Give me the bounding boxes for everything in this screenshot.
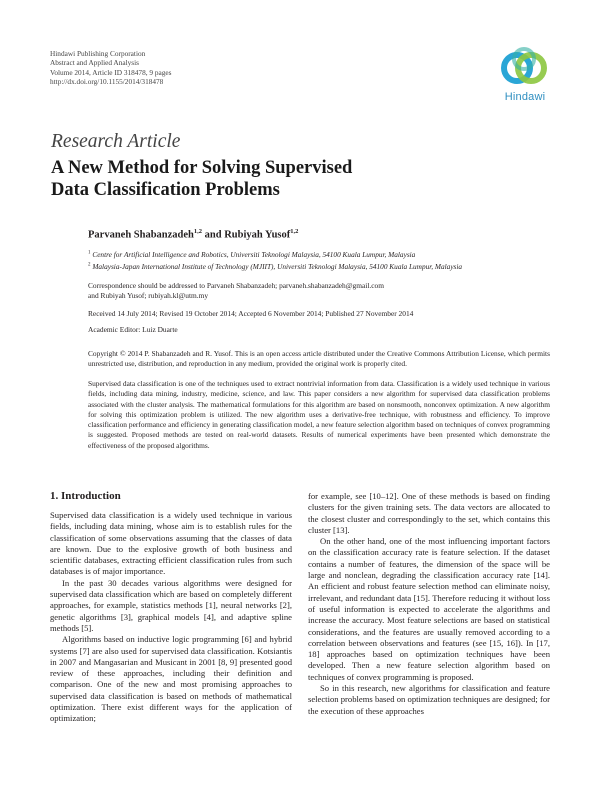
- article-title: [51, 157, 481, 201]
- journal-name: Abstract and Applied Analysis: [50, 58, 139, 68]
- section-heading: 1. Introduction: [50, 490, 121, 502]
- paragraph: Supervised data classification is a widely used technique in various fields, including data mining, whose aim is to establish rules for the classification of some observations assuming that the classes of data are known. Due to the explosive growth of both business and scientific databases, extracting efficient classification rules from such databases is of major importance.: [50, 510, 292, 577]
- affiliation-2-text: Malaysia-Japan International Institute of Technology (MJIIT), Universiti Teknologi Malaysia, 54100 Kuala Lumpur, Malaysia: [92, 262, 463, 271]
- paragraph: In the past 30 decades various algorithms were designed for supervised data classification which are based on completely different approaches, for example, statistics methods [1], neural networks [2], genetic algorithms [3], graphical models [4], and adaptive spline methods [5].: [50, 577, 292, 633]
- paragraph: for example, see [10–12]. One of these methods is based on finding clusters for the given training sets. The data vectors are allocated to the closest cluster and correspondingly to the set, which contains this cluster [13].: [308, 491, 550, 535]
- author-1-affil: 1,2: [193, 228, 203, 235]
- doi-link[interactable]: http://dx.doi.org/10.1155/2014/318478: [50, 76, 164, 86]
- title-line-2: Data Classification Problems: [51, 180, 280, 200]
- volume-info: Volume 2014, Article ID 318478, 9 pages: [50, 67, 172, 77]
- correspondence-line-1: Correspondence should be addressed to Parvaneh Shabanzadeh; parvaneh.shabanzadeh@gmail.com: [88, 281, 384, 290]
- abstract: Supervised data classification is one of the techniques used to extract nontrivial information from data. Classification is a widely used technique in various fields, including data mining, industry, medicine, science, and law. This paper considers a new algorithm for supervised data classification problems associated with the cluster analysis. The mathematical formulations for this algorithm are based on nonsmooth, nonconvex optimization. A new algorithm for solving this optimization problem is utilized. The new algorithm uses a derivative-free technique, with robustness and efficiency. To improve classification performance and efficiency in generating classification model, a new feature selection algorithm based on techniques of convex programming is suggested. Proposed methods are tested on real-world datasets. Results of numerical experiments have been presented which demonstrate the effectiveness of the proposed algorithms.: [88, 379, 550, 450]
- affiliation-1-text: Centre for Artificial Intelligence and Robotics, Universiti Teknologi Malaysia, 54100 Kuala Lumpur, Malaysia: [92, 250, 416, 259]
- copyright-notice: Copyright © 2014 P. Shabanzadeh and R. Yusof. This is an open access article distributed under the Creative Commons Attribution License, which permits unrestricted use, distribution, and reproduction in any medium, provided the original work is properly cited.: [88, 349, 550, 369]
- journal-meta: [50, 49, 171, 86]
- affiliation-1-sup: 1: [88, 250, 91, 256]
- hindawi-logo-icon: [497, 46, 553, 92]
- author-list: [88, 228, 298, 241]
- publication-dates: Received 14 July 2014; Revised 19 October 2014; Accepted 6 November 2014; Published 27 November 2014: [88, 309, 414, 318]
- title-line-1: A New Method for Solving Supervised: [51, 158, 353, 178]
- affiliation-2-sup: 2: [88, 262, 91, 268]
- academic-editor: Academic Editor: Luiz Duarte: [88, 325, 178, 334]
- paragraph: On the other hand, one of the most influencing important factors on the classification accuracy rate is feature selection. If the dataset contains a number of features, the dimension of the space will be large and nonclean, degrading the classification accuracy rate [14]. An efficient and robust feature selection method can eliminate noisy, irrelevant, and redundant data [15]. Therefore reducing it without loss of useful information is expected to accelerate the algorithms and increase the accuracy. Most feature selections are based on statistical considerations, and the features are usually removed according to a correlation between observations and features (see [15, 16]). In [17, 18] approaches based on optimization techniques have been developed. Then a new feature selection algorithm based on techniques of convex programming is proposed.: [308, 536, 550, 682]
- publisher: Hindawi Publishing Corporation: [50, 49, 146, 58]
- correspondence: [88, 281, 550, 302]
- author-2: Rubiyah Yusof: [224, 229, 291, 241]
- article-type: Research Article: [51, 131, 181, 152]
- left-column: [50, 510, 292, 725]
- paragraph: Algorithms based on inductive logic programming [6] and hybrid systems [7] are also used for supervised data classification. Kotsiantis in 2007 and Mangasarian and Musicant in 2001 [8, 9] presented good review of these approaches, including their definition and comparison. One of the new and most promising approaches to supervised data classification is based on methods of mathematical optimization. There exist different ways for the application of optimization;: [50, 634, 292, 724]
- right-column: [308, 491, 550, 717]
- correspondence-line-2: and Rubiyah Yusof; rubiyah.kl@utm.my: [88, 291, 209, 301]
- affiliation-1: [88, 250, 415, 259]
- affiliation-2: [88, 262, 462, 271]
- author-conjunction: and: [204, 229, 222, 241]
- author-2-affil: 1,2: [290, 228, 299, 235]
- author-1: Parvaneh Shabanzadeh: [88, 229, 194, 241]
- hindawi-logo: [497, 46, 553, 106]
- hindawi-wordmark: Hindawi: [504, 91, 546, 103]
- paragraph: So in this research, new algorithms for classification and feature selection problems based on optimization techniques are designed; for the execution of these approaches: [308, 683, 550, 716]
